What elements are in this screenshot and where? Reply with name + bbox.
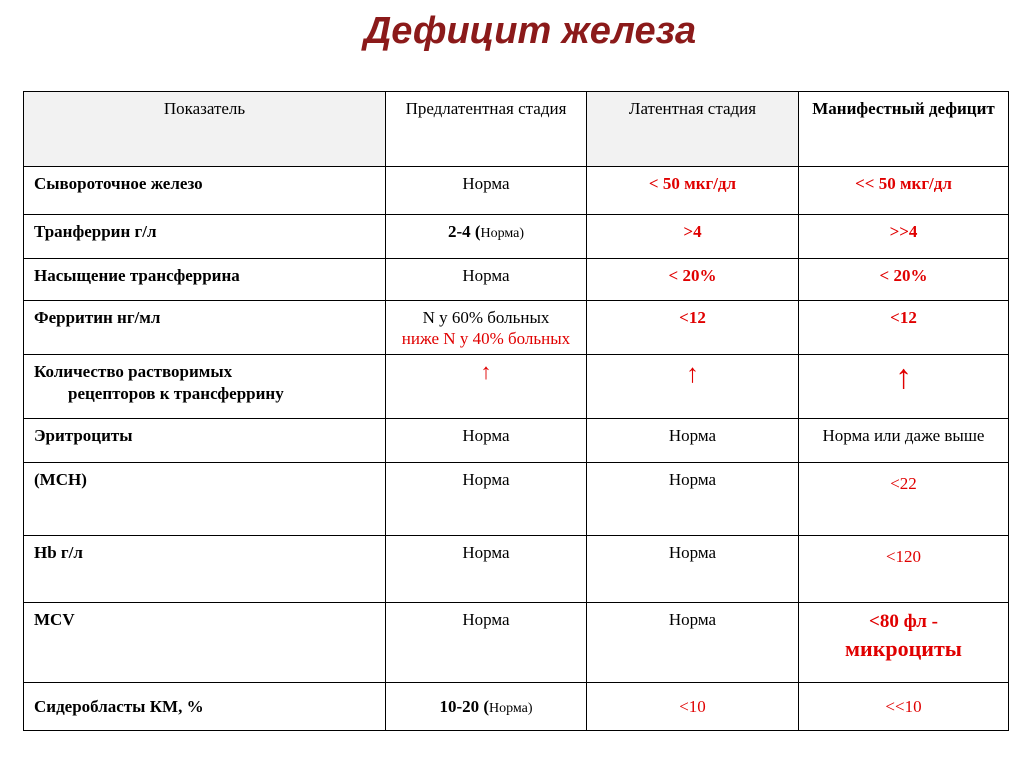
cell-prelatent: Норма [386, 418, 587, 462]
cell-line-red: ниже N у 40% больных [401, 329, 571, 349]
arrow-up-icon: ↑ [686, 358, 699, 388]
cell-manifest [799, 602, 1009, 682]
row-label: Транферрин г/л [24, 215, 386, 259]
table-row [24, 418, 1009, 462]
cell-manifest [799, 354, 1009, 418]
cell-latent: <12 [587, 301, 799, 355]
label-line: рецепторов к трансферрину [68, 384, 284, 404]
cell-prelatent: Норма [386, 167, 587, 215]
cell-manifest: >>4 [799, 215, 1009, 259]
row-label: Ферритин нг/мл [24, 301, 386, 355]
row-label: Эритроциты [24, 418, 386, 462]
row-label: (MCH) [24, 462, 386, 535]
cell-latent: Норма [587, 418, 799, 462]
row-label: MCV [24, 602, 386, 682]
cell-manifest: <120 [799, 535, 1009, 602]
cell-latent [587, 354, 799, 418]
table-row [24, 535, 1009, 602]
header-prelatent: Предлатентная стадия [386, 92, 587, 167]
label-line: Количество растворимых [34, 361, 233, 381]
cell-note: Норма) [480, 226, 525, 241]
cell-line: <80 фл - [869, 610, 938, 632]
page-title: Дефицит железа [363, 10, 697, 52]
cell-value: 2-4 ( [447, 222, 481, 241]
cell-manifest: <22 [799, 462, 1009, 535]
table-row [24, 462, 1009, 535]
cell-prelatent: Норма [386, 602, 587, 682]
cell-latent: >4 [587, 215, 799, 259]
table-row [24, 682, 1009, 730]
cell-latent: Норма [587, 535, 799, 602]
cell-prelatent [386, 354, 587, 418]
cell-line: микроциты [845, 636, 962, 662]
cell-manifest: < 20% [799, 259, 1009, 301]
cell-prelatent: Норма [386, 259, 587, 301]
table-row [24, 354, 1009, 418]
cell-value: 10-20 ( [439, 696, 490, 716]
cell-manifest: << 50 мкг/дл [799, 167, 1009, 215]
cell-latent: < 20% [587, 259, 799, 301]
row-label: Насыщение трансферрина [24, 259, 386, 301]
row-label [24, 354, 386, 418]
cell-prelatent: Норма [386, 535, 587, 602]
table-row [24, 301, 1009, 355]
arrow-up-icon: ↑ [895, 358, 912, 396]
row-label: Hb г/л [24, 535, 386, 602]
cell-manifest: Норма или даже выше [799, 418, 1009, 462]
cell-line: N у 60% больных [422, 308, 550, 327]
row-label: Сывороточное железо [24, 167, 386, 215]
cell-manifest: <<10 [799, 682, 1009, 730]
cell-latent: <10 [587, 682, 799, 730]
table-row [24, 167, 1009, 215]
table-header-row [24, 92, 1009, 167]
arrow-up-icon: ↑ [480, 358, 492, 384]
iron-deficiency-table [23, 91, 1009, 731]
table-row [24, 259, 1009, 301]
cell-latent: < 50 мкг/дл [587, 167, 799, 215]
header-indicator: Показатель [24, 92, 386, 167]
cell-manifest: <12 [799, 301, 1009, 355]
cell-latent: Норма [587, 602, 799, 682]
cell-prelatent: Норма [386, 462, 587, 535]
cell-prelatent [386, 682, 587, 730]
cell-prelatent [386, 215, 587, 259]
cell-latent: Норма [587, 462, 799, 535]
cell-prelatent [386, 301, 587, 355]
table-row [24, 602, 1009, 682]
row-label: Сидеробласты КМ, % [24, 682, 386, 730]
cell-note: Норма) [489, 700, 533, 716]
header-manifest: Манифестный дефицит [799, 92, 1009, 167]
header-latent: Латентная стадия [587, 92, 799, 167]
table-row [24, 215, 1009, 259]
